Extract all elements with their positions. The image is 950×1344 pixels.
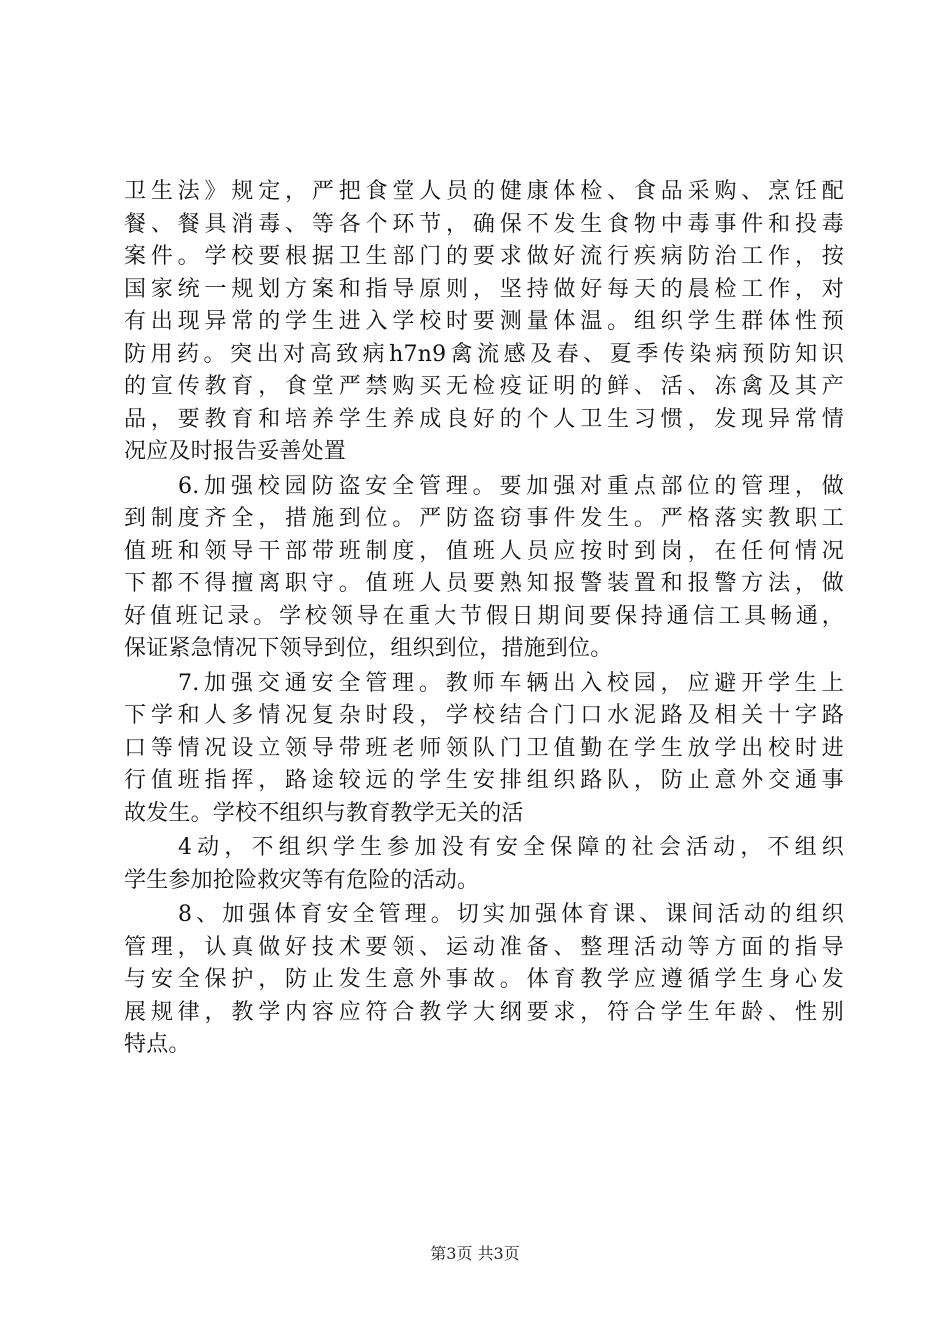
text-line: 国家统一规划方案和指导原则，坚持做好每天的晨检工作，对 xyxy=(124,276,844,302)
text-line: 口等情况设立领导带班老师领队门卫值勤在学生放学出校时进 xyxy=(124,735,844,761)
text-line: 8、加强体育安全管理。切实加强体育课、课间活动的组织 xyxy=(178,902,844,927)
text-line: 餐、餐具消毒、等各个环节，确保不发生食物中毒事件和投毒 xyxy=(124,211,844,237)
text-line: 7.加强交通安全管理。教师车辆出入校园，应避开学生上 xyxy=(178,670,844,696)
text-line: 下学和人多情况复杂时段，学校结合门口水泥路及相关十字路 xyxy=(124,703,844,728)
text-line: 4动，不组织学生参加没有安全保障的社会活动，不组织 xyxy=(178,835,844,860)
text-line: 到制度齐全，措施到位。严防盗窃事件发生。严格落实教职工 xyxy=(124,506,844,531)
text-line: 学生参加抢险救灾等有危险的活动。 xyxy=(124,867,480,893)
text-line: 防用药。突出对高致病h7n9禽流感及春、夏季传染病预防知识 xyxy=(124,341,844,367)
text-line: 管理，认真做好技术要领、运动准备、整理活动等方面的指导 xyxy=(124,934,844,960)
text-line: 下都不得擅离职守。值班人员要熟知报警装置和报警方法，做 xyxy=(124,571,844,596)
text-line: 特点。 xyxy=(124,1032,191,1057)
document-body xyxy=(124,176,844,1062)
text-line: 有出现异常的学生进入学校时要测量体温。组织学生群体性预 xyxy=(124,309,844,334)
text-line: 6.加强校园防盗安全管理。要加强对重点部位的管理，做 xyxy=(178,473,844,499)
text-line: 行值班指挥，路途较远的学生安排组织路队，防止意外交通事 xyxy=(124,768,844,793)
text-line: 故发生。学校不组织与教育教学无关的活 xyxy=(124,800,524,826)
text-line: 保证紧急情况下领导到位，组织到位，措施到位。 xyxy=(124,636,613,661)
text-line: 案件。学校要根据卫生部门的要求做好流行疾病防治工作，按 xyxy=(124,244,844,269)
text-line: 的宣传教育，食堂严禁购买无检疫证明的鲜、活、冻禽及其产 xyxy=(124,374,844,399)
text-line: 品，要教育和培养学生养成良好的个人卫生习惯，发现异常情 xyxy=(124,406,844,432)
text-line: 况应及时报告妥善处置 xyxy=(124,439,347,464)
text-line: 值班和领导干部带班制度，值班人员应按时到岗，在任何情况 xyxy=(124,538,844,564)
text-line: 展规律，教学内容应符合教学大纲要求，符合学生年龄、性别 xyxy=(124,999,844,1025)
page-footer: 第3页 共3页 xyxy=(430,1244,520,1263)
text-line: 与安全保护，防止发生意外事故。体育教学应遵循学生身心发 xyxy=(124,967,844,992)
text-line: 好值班记录。学校领导在重大节假日期间要保持通信工具畅通， xyxy=(124,603,844,629)
text-line: 卫生法》规定，严把食堂人员的健康体检、食品采购、烹饪配 xyxy=(124,179,844,204)
